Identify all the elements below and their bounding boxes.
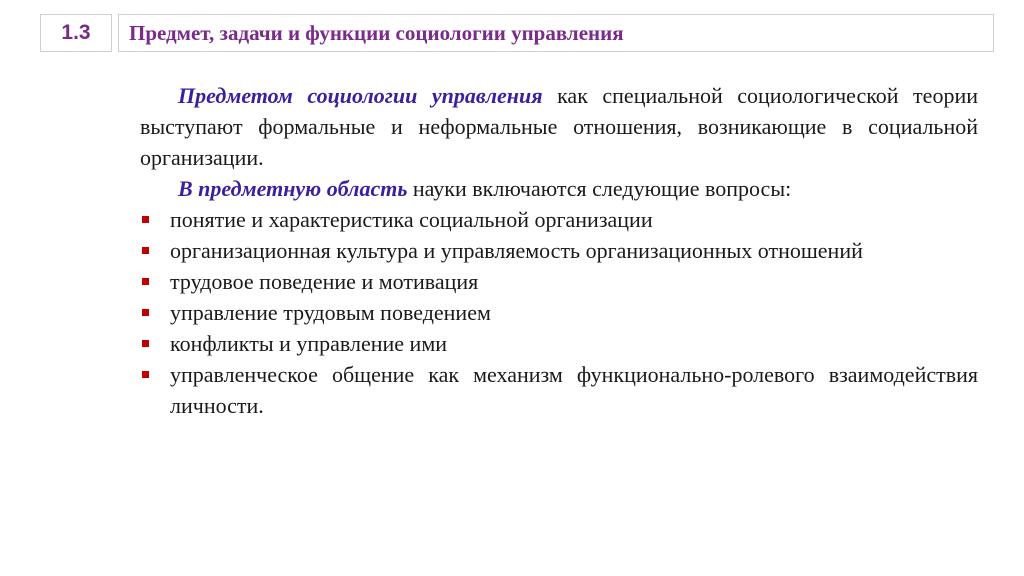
slide-title: Предмет, задачи и функции социологии управления: [129, 20, 624, 45]
bullet-square-icon: [142, 371, 149, 378]
list-item: [140, 297, 978, 328]
slide-title-box: [118, 14, 994, 52]
intro-paragraph: [140, 80, 978, 173]
bullet-square-icon: [142, 216, 149, 223]
list-item: [140, 359, 978, 421]
section-number-box: [40, 14, 112, 52]
bullet-square-icon: [142, 309, 149, 316]
list-item-text: управленческое общение как механизм функционально-ролевого взаимодействия личности.: [170, 362, 978, 418]
bullet-square-icon: [142, 278, 149, 285]
scope-paragraph: [140, 173, 978, 204]
list-item-text: понятие и характеристика социальной организации: [170, 207, 653, 232]
topics-list: [140, 204, 978, 421]
intro-term: Предметом социологии управления: [178, 83, 543, 108]
list-item: [140, 328, 978, 359]
list-item-text: управление трудовым поведением: [170, 300, 491, 325]
list-item-text: трудовое поведение и мотивация: [170, 269, 479, 294]
list-item: [140, 204, 978, 235]
bullet-square-icon: [142, 247, 149, 254]
scope-term: В предметную область: [178, 176, 408, 201]
slide-content: [140, 80, 978, 421]
list-item: [140, 235, 978, 266]
bullet-square-icon: [142, 340, 149, 347]
intro-text: как специальной социологической теории выступают формальные и неформальные отношения, возникающие в социальной организации.: [140, 83, 978, 170]
list-item: [140, 266, 978, 297]
scope-text: науки включаются следующие вопросы:: [407, 176, 792, 201]
list-item-text: организационная культура и управляемость организационных отношений: [170, 238, 863, 263]
list-item-text: конфликты и управление ими: [170, 331, 448, 356]
section-number: 1.3: [61, 21, 91, 44]
